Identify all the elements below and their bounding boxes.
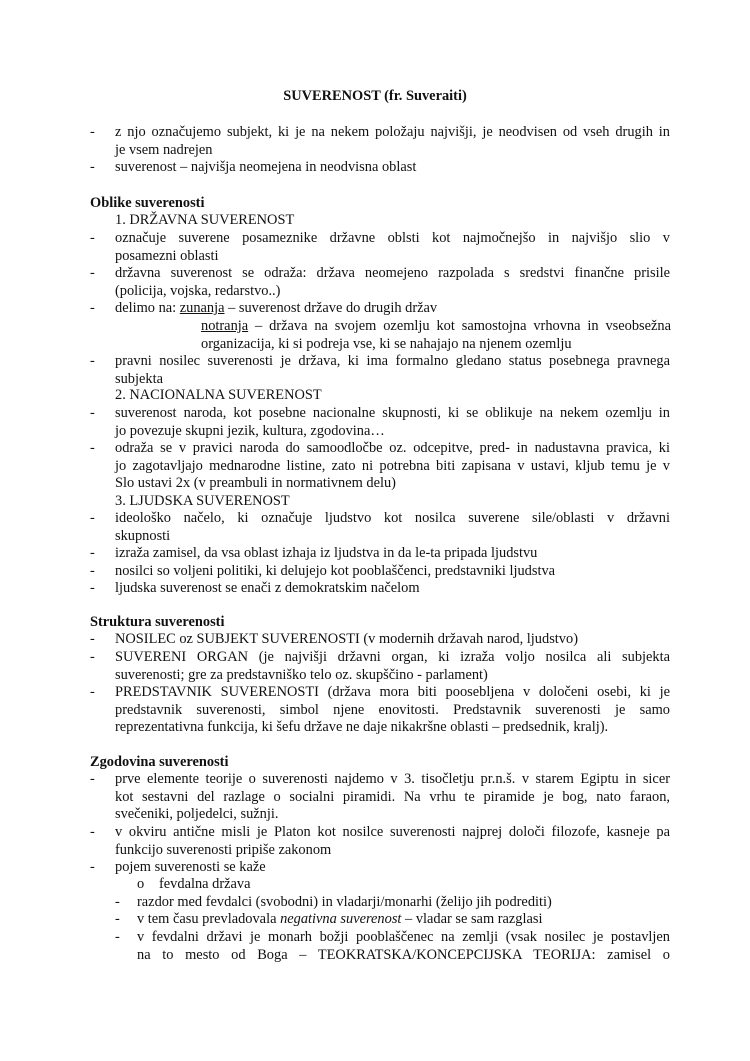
list-item [115, 405, 670, 440]
text-line: pravni nosilec suverenosti je država, ki ima formalno gledano status posebnega pravnega [115, 353, 670, 369]
intro-item-2: suverenost – najvišja neomejena in neodvisna oblast [115, 159, 417, 175]
text-line: v okviru antične misli je Platon kot nosilce suverenosti najprej določi filozofe, kasneje pa [115, 824, 670, 840]
dash-bullet: - [90, 649, 95, 665]
dash-bullet: - [115, 929, 120, 945]
list-subitem [137, 929, 670, 964]
text-line: skupnosti [115, 527, 171, 544]
dash-bullet: - [90, 300, 95, 316]
text-line: SUVERENI ORGAN (je najvišji državni organ, ki izraža voljo nosilca ali subjekta [115, 649, 670, 665]
list-item [115, 771, 670, 824]
text-line: jo povezuje skupni jezik, kultura, zgodovina… [115, 422, 385, 439]
dash-bullet: - [90, 159, 95, 175]
text-line: svečeniki, poljedelci, sužnji. [115, 806, 279, 823]
text-line: v fevdalni državi je monarh božji pooblaščenec na zemlji (vsak nosilec je postavljen [137, 929, 670, 945]
list-item [115, 265, 670, 300]
list-item [115, 684, 670, 737]
list-item: NOSILEC oz SUBJEKT SUVERENOSTI (v modernih državah narod, ljudstvo) [115, 631, 578, 647]
emphasized-term: negativna suverenost [280, 911, 402, 927]
text-fragment: – država na svojem ozemlju kot samostojna vrhovna in vseobsežna [248, 318, 671, 334]
text-line: je vsem nadrejen [115, 141, 213, 158]
text-fragment: delimo na: [115, 300, 180, 316]
numbered-heading-1: 1. DRŽAVNA SUVERENOST [115, 212, 295, 228]
text-line: posamezni oblasti [115, 247, 219, 264]
numbered-heading-2: 2. NACIONALNA SUVERENOST [115, 387, 322, 403]
dash-bullet: - [90, 859, 95, 875]
text-line: jo zagotavljajo mednarodne listine, zato ni potrebna biti zapisana v ustavi, kljub temu je v [115, 457, 670, 474]
text-line: ideološko načelo, ki označuje ljudstvo kot nosilca suverene sile/oblasti v državni [115, 510, 670, 526]
dash-bullet: - [115, 894, 120, 910]
page-title: SUVERENOST (fr. Suveraiti) [283, 88, 467, 104]
dash-bullet: - [90, 405, 95, 421]
list-subitem: razdor med fevdalci (svobodni) in vladarji/monarhi (želijo jih podrediti) [137, 894, 552, 910]
text-line: odraža se v pravici naroda do samoodločbe oz. odcepitve, pred- in nadustavna pravica, ki [115, 440, 670, 456]
text-line: reprezentativna funkcija, ki šefu države ne daje nikakršne oblasti – predsednik, kralj). [115, 719, 609, 736]
list-item: pojem suverenosti se kaže [115, 859, 266, 875]
text-line: subjekta [115, 370, 163, 387]
text-line: označuje suverene posameznike državne oblsti kot najmočnejšo in najvišjo slio v [115, 230, 670, 246]
list-subitem [137, 911, 670, 929]
text-line: Slo ustavi 2x (v preambuli in normativnem delu) [115, 475, 396, 492]
section-heading-zgodovina: Zgodovina suverenosti [90, 754, 229, 770]
dash-bullet: - [90, 353, 95, 369]
list-item: ljudska suverenost se enači z demokratskim načelom [115, 580, 420, 596]
dash-bullet: - [90, 124, 95, 140]
text-line: funkcijo suverenosti pripiše zakonom [115, 841, 332, 858]
dash-bullet: - [90, 771, 95, 787]
list-item [115, 440, 670, 493]
sub-bullet-item: fevdalna država [159, 876, 251, 892]
text-line: organizacija, ki si podreja vse, ki se nahajajo na njenem ozemlju [201, 335, 572, 352]
text-fragment: v tem času prevladovala [137, 911, 281, 927]
numbered-heading-3: 3. LJUDSKA SUVERENOST [115, 493, 290, 509]
list-subitem [201, 318, 671, 353]
text-line: na to mesto od Boga – TEOKRATSKA/KONCEPCIJSKA TEORIJA: zamisel o [137, 946, 670, 963]
text-line: (policija, vojska, redarstvo..) [115, 282, 281, 299]
list-item [115, 510, 670, 545]
list-item [115, 353, 670, 388]
dash-bullet: - [90, 684, 95, 700]
section-heading-oblike: Oblike suverenosti [90, 195, 205, 211]
text-line: suverenost naroda, kot posebne nacionalne skupnosti, ki se oblikuje na nekem ozemlju in [115, 405, 670, 421]
list-item [115, 230, 670, 265]
dash-bullet: - [115, 911, 120, 927]
intro-item-1 [115, 124, 670, 159]
dash-bullet: - [90, 545, 95, 561]
list-item: izraža zamisel, da vsa oblast izhaja iz ljudstva in da le-ta pripada ljudstvu [115, 545, 538, 561]
list-item [115, 649, 670, 684]
list-item: nosilci so voljeni politiki, ki delujejo kot pooblaščenci, predstavniki ljudstva [115, 563, 556, 579]
dash-bullet: - [90, 265, 95, 281]
list-item [115, 824, 670, 859]
text-fragment: – suverenost države do drugih držav [224, 300, 438, 316]
text-line: prve elemente teorije o suverenosti najdemo v 3. tisočletju pr.n.š. v starem Egiptu in sicer [115, 771, 670, 787]
text-fragment: – vladar se sam razglasi [401, 911, 543, 927]
underlined-term: notranja [201, 318, 249, 334]
text-line: kot sestavni del razlage o socialni piramidi. Na vrhu te piramide je bog, nato faraon, [115, 788, 670, 805]
dash-bullet: - [90, 580, 95, 596]
list-item [115, 300, 670, 318]
dash-bullet: - [90, 510, 95, 526]
circle-bullet-icon: o [137, 876, 145, 892]
dash-bullet: - [90, 440, 95, 456]
text-line: državna suverenost se odraža: država neomejeno razpolada s sredstvi finančne prisile [115, 265, 670, 281]
underlined-term: zunanja [179, 300, 225, 316]
text-line: z njo označujemo subjekt, ki je na nekem položaju najvišji, je neodvisen od vseh drugih in [115, 124, 670, 140]
section-heading-struktura: Struktura suverenosti [90, 614, 225, 630]
dash-bullet: - [90, 230, 95, 246]
dash-bullet: - [90, 563, 95, 579]
dash-bullet: - [90, 824, 95, 840]
text-line: suverenosti; gre za predstavniško telo oz. skupščino - parlament) [115, 666, 488, 683]
text-line: PREDSTAVNIK SUVERENOSTI (država mora biti poosebljena v določeni osebi, ki je [115, 684, 670, 700]
dash-bullet: - [90, 631, 95, 647]
text-line: predstavnik suverenosti, simbol njene enovitosti. Predstavnik suverenosti je samo [115, 701, 670, 718]
